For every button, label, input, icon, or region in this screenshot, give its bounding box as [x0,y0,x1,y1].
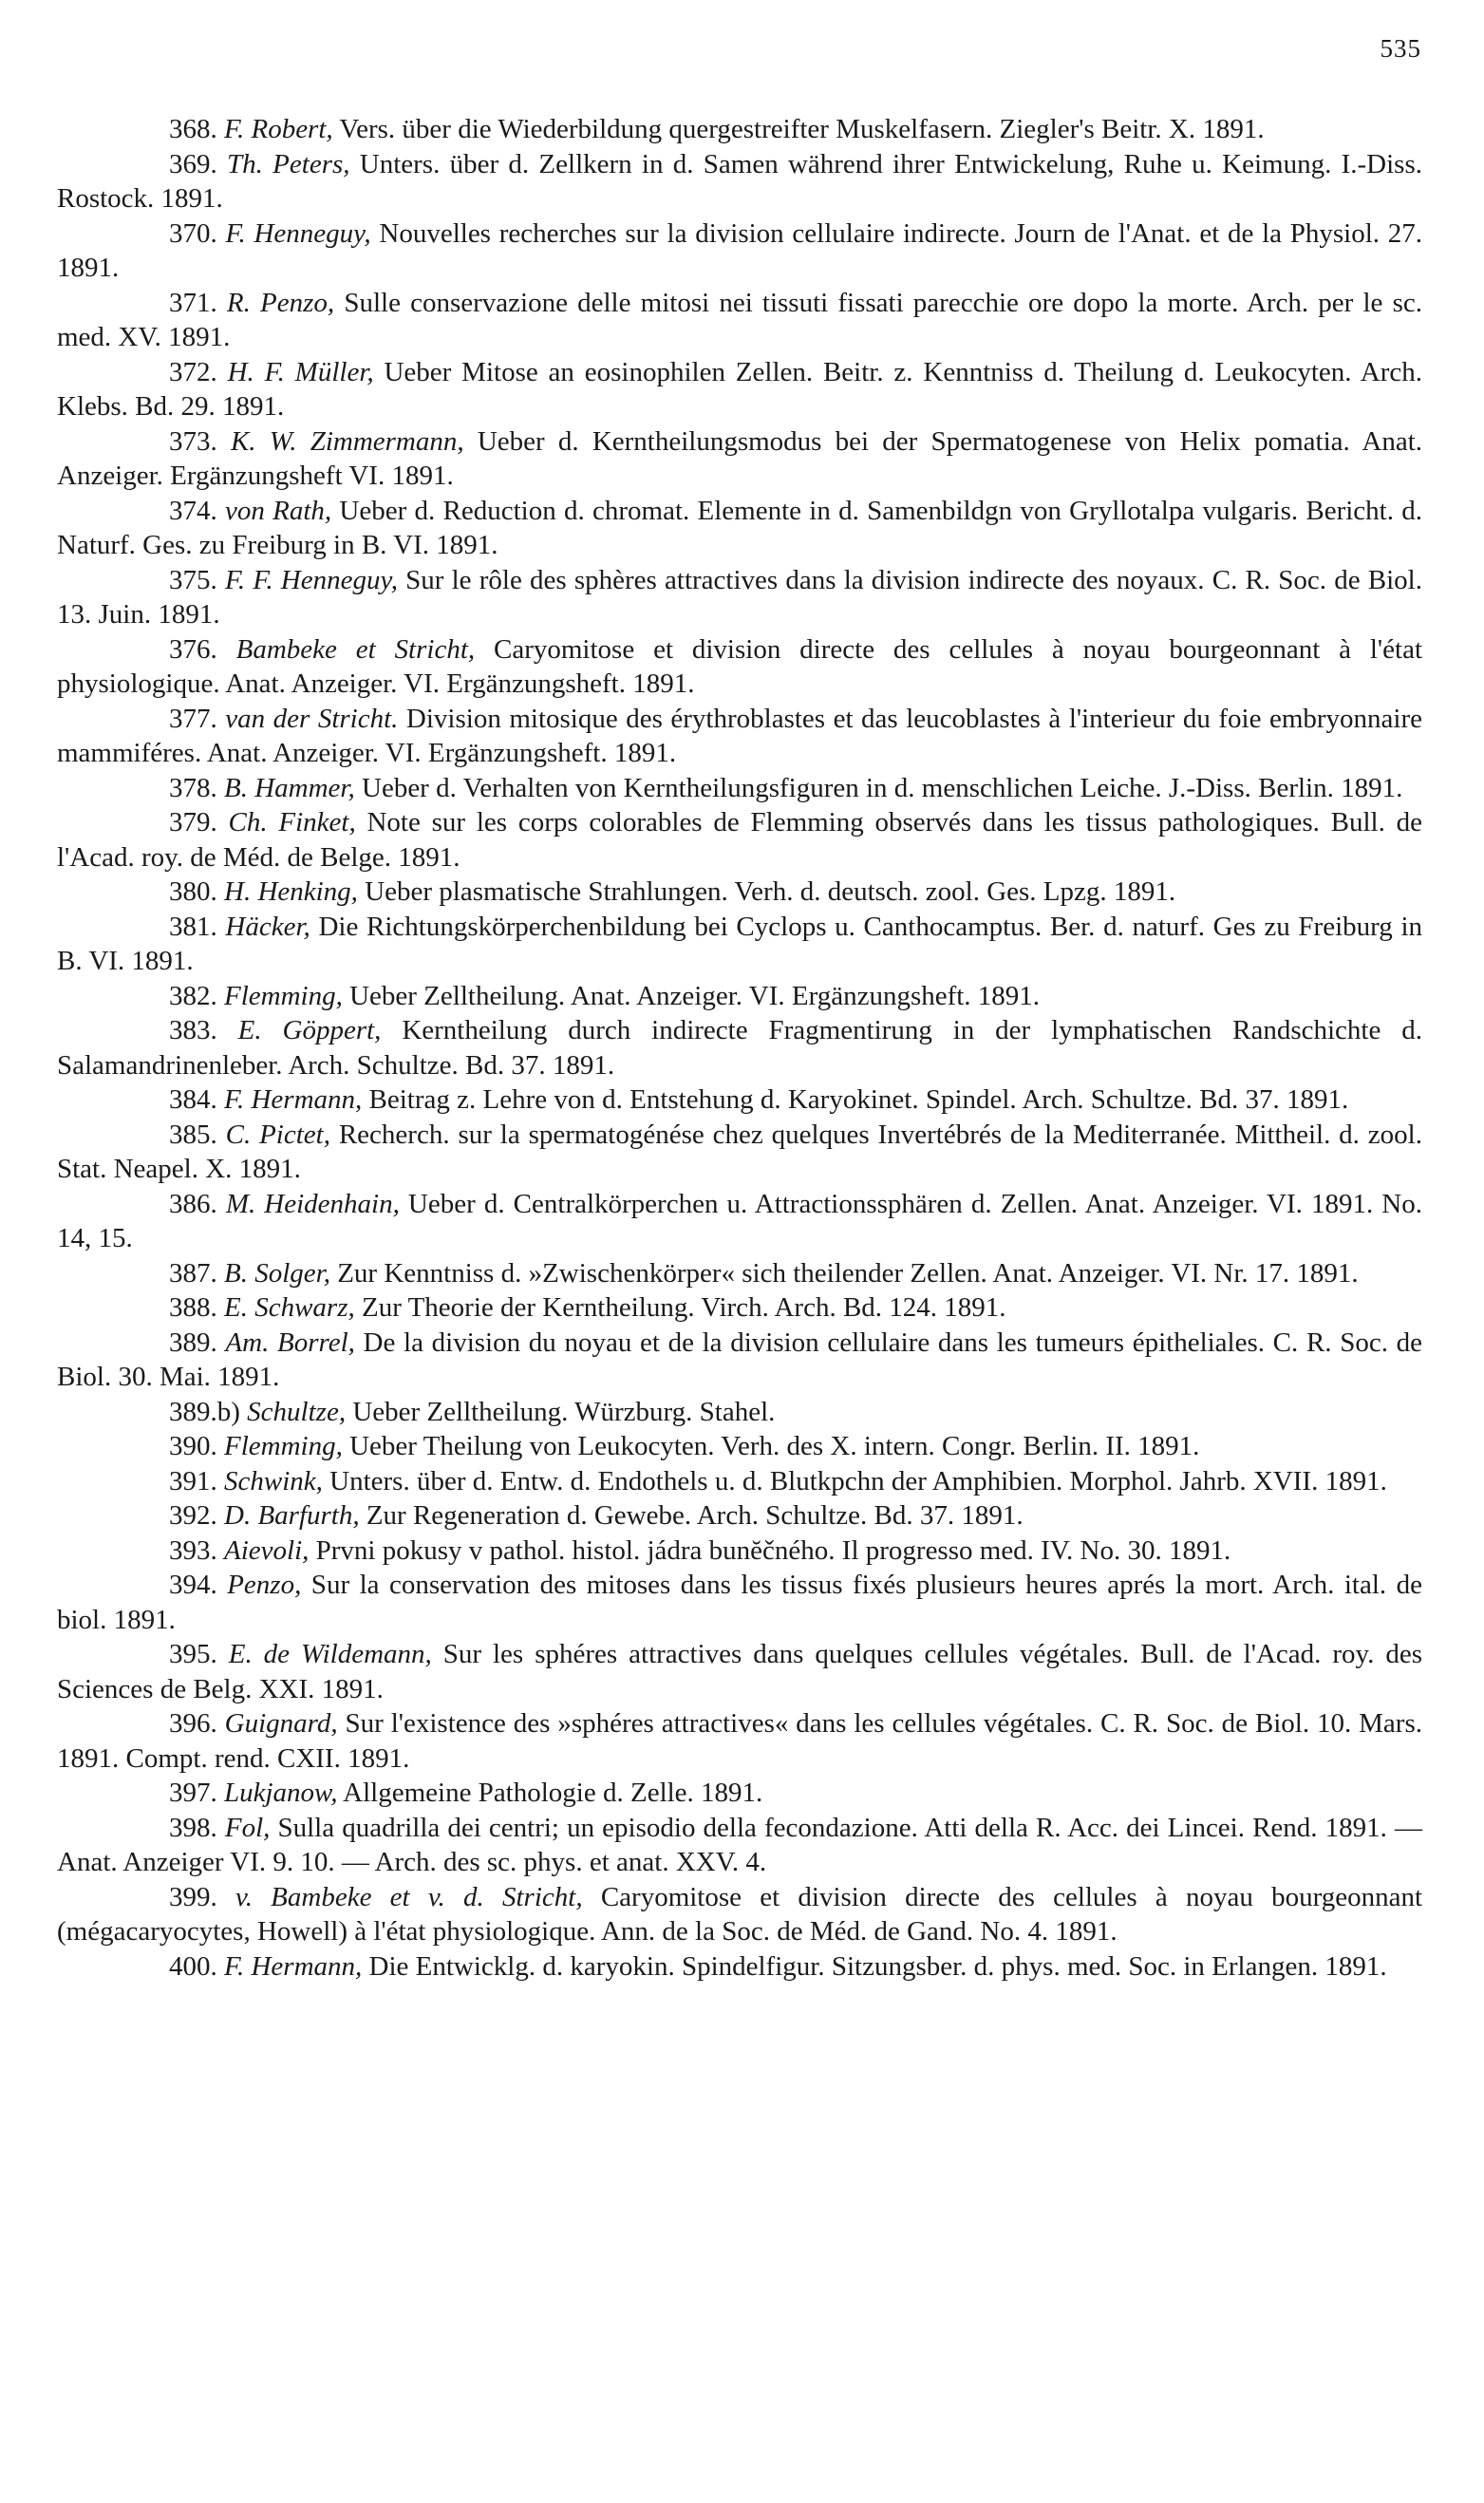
bibliography-entry [57,1187,1422,1256]
entry-number: 390. [169,1431,217,1461]
bibliography-entry [57,1811,1422,1880]
entry-author: B. Solger, [224,1257,330,1289]
entry-number: 392. [169,1500,217,1531]
entry-text: Unters. über d. Zellkern in d. Samen während ihrer Entwickelung, Ruhe u. Keimung. I.-Diss. Rostock. 1891. [57,148,1423,214]
entry-author: Flemming, [224,980,343,1011]
entry-text: Sur la conservation des mitoses dans les tissus fixés plusieurs heures aprés la mort. Arch. ital. de biol. 1891. [57,1570,1422,1635]
entry-author: E. Göppert, [237,1015,382,1045]
entry-text: Sulla quadrilla dei centri; un episodio della fecondazione. Atti della R. Acc. dei Lincei. Rend. 1891. — Anat. Anzeiger VI. 9. 10. — Arch. des sc. phys. et anat. XXV. 4. [57,1812,1423,1877]
bibliography-entry [57,494,1422,563]
bibliography-entry [57,424,1422,494]
entry-author: H. Henking, [224,876,358,907]
bibliography-entry [57,286,1422,355]
entry-author: Schwink, [224,1465,323,1496]
entry-number: 377. [169,703,217,734]
entry-author: Ch. Finket, [228,807,356,837]
entry-number: 382. [169,980,217,1011]
entry-text: Note sur les corps colorables de Flemming observés dans les tissus pathologiques. Bull. de l'Acad. roy. de Méd. de Belge. 1891. [57,807,1422,873]
entry-text: Caryomitose et division directe des cellules à noyau bourgeonnant (mégacaryocytes, Howell) à l'état physiologique. Ann. de la Soc. de Méd. de Gand. No. 4. 1891. [57,1881,1423,1947]
bibliography-entry [57,112,1422,147]
entry-text: Ueber Zelltheilung. Würzburg. Stahel. [346,1396,776,1427]
entry-text: Ueber d. Verhalten von Kerntheilungsfiguren in d. menschlichen Leiche. J.-Diss. Berlin. 1891. [354,772,1403,803]
entry-author: van der Stricht. [225,703,399,734]
bibliography-entry [57,147,1422,216]
bibliography-entry [57,1082,1422,1118]
entry-number: 376. [169,633,217,665]
entry-author: Guignard, [224,1708,338,1739]
entry-author: v. Bambeke et v. d. Stricht, [235,1881,583,1912]
entry-text: Nouvelles recherches sur la division cellulaire indirecte. Journ de l'Anat. et de la Physiol. 27. 1891. [57,217,1423,283]
entry-text: Sur les sphéres attractives dans quelques cellules végétales. Bull. de l'Acad. roy. des Sciences de Belg. XXI. 1891. [57,1639,1423,1704]
entry-number: 389. [169,1327,217,1358]
bibliography-entry [57,632,1422,702]
bibliography-entry [57,1013,1422,1082]
entry-text: Sur le rôle des sphères attractives dans la division indirecte des noyaux. C. R. Soc. de Biol. 13. Juin. 1891. [57,564,1422,630]
entry-number: 379. [169,807,217,837]
bibliography-entry [57,875,1422,910]
entry-number: 374. [169,495,217,526]
bibliography-entry [57,1256,1422,1291]
bibliography-entry [57,1880,1422,1949]
entry-number: 400. [169,1950,217,1982]
bibliography-entry [57,910,1422,979]
entry-author: Th. Peters, [227,148,350,179]
entry-text: Die Richtungskörperchenbildung bei Cyclops u. Canthocamptus. Ber. d. naturf. Ges zu Freiburg in B. VI. 1891. [57,911,1423,976]
entry-number: 383. [169,1015,217,1045]
entry-number: 381. [169,911,217,942]
entry-number: 386. [169,1188,217,1219]
entry-number: 369. [169,148,217,179]
entry-author: F. Henneguy, [225,217,371,249]
entry-author: Aievoli, [224,1534,310,1566]
bibliography-entry [57,1429,1422,1464]
entry-text: Sulle conservazione delle mitosi nei tissuti fissati parecchie ore dopo la morte. Arch. per le sc. med. XV. 1891. [57,287,1422,352]
entry-number: 398. [169,1812,217,1843]
entry-number: 391. [169,1465,217,1496]
entry-author: von Rath, [225,495,332,526]
bibliography-entry [57,1534,1422,1569]
entry-author: F. F. Henneguy, [224,564,398,595]
entry-number: 375. [169,564,217,595]
entry-number: 385. [169,1119,217,1150]
entry-text: Ueber Mitose an eosinophilen Zellen. Beitr. z. Kenntniss d. Theilung d. Leukocyten. Arch. Klebs. Bd. 29. 1891. [57,356,1422,422]
entry-author: Am. Borrel, [225,1327,355,1358]
bibliography-entry [57,1118,1422,1187]
entry-number: 395. [169,1639,217,1669]
entry-number: 387. [169,1257,217,1289]
entry-text: Ueber Zelltheilung. Anat. Anzeiger. VI. Ergänzungsheft. 1891. [342,980,1041,1011]
bibliography-entry [57,1395,1422,1430]
entry-author: F. Hermann, [224,1084,363,1115]
entry-number: 397. [169,1778,217,1808]
entry-number: 370. [169,217,217,249]
entry-number: 380. [169,876,217,907]
entry-text: Vers. über die Wiederbildung quergestreifter Muskelfasern. Ziegler's Beitr. X. 1891. [332,114,1265,144]
entry-author: B. Hammer, [224,772,355,803]
entry-author: F. Hermann, [224,1950,363,1982]
entry-author: H. F. Müller, [227,356,374,387]
entry-text: Unters. über d. Entw. d. Endothels u. d. Blutkpchn der Amphibien. Morphol. Jahrb. XVII. 1891. [322,1465,1387,1496]
bibliography-entry [57,216,1422,286]
entry-text: Beitrag z. Lehre von d. Entstehung d. Karyokinet. Spindel. Arch. Schultze. Bd. 37. 1891. [362,1084,1349,1115]
entry-number: 393. [169,1534,217,1566]
entry-text: Zur Regeneration d. Gewebe. Arch. Schultze. Bd. 37. 1891. [359,1500,1024,1531]
entry-number: 378. [169,772,217,803]
entry-text: Ueber d. Centralkörperchen u. Attractionssphären d. Zellen. Anat. Anzeiger. VI. 1891. No. 14, 15. [57,1188,1422,1253]
entry-text: Prvni pokusy v pathol. histol. jádra bunĕčného. Il progresso med. IV. No. 30. 1891. [309,1534,1231,1566]
entry-text: Ueber d. Reduction d. chromat. Elemente in d. Samenbildgn von Gryllotalpa vulgaris. Bericht. d. Naturf. Ges. zu Freiburg in B. VI. 1891. [57,495,1422,560]
entry-author: Häcker, [225,911,310,942]
bibliography-entry [57,1949,1422,1985]
entry-text: Die Entwicklg. d. karyokin. Spindelfigur. Sitzungsber. d. phys. med. Soc. in Erlangen. 1891. [362,1950,1387,1982]
entry-number: 371. [169,287,217,318]
entry-author: F. Robert, [224,114,333,144]
bibliography-entry [57,1464,1422,1499]
entry-number: 396. [169,1708,217,1739]
bibliography-entry [57,1706,1422,1776]
entry-number: 389.b) [169,1396,240,1427]
entry-text: Zur Theorie der Kerntheilung. Virch. Arch. Bd. 124. 1891. [354,1292,1006,1323]
entry-author: E. de Wildemann, [228,1639,432,1669]
bibliography-entry [57,805,1422,875]
entry-number: 388. [169,1292,217,1323]
entry-number: 384. [169,1084,217,1115]
entry-author: M. Heidenhain, [225,1188,400,1219]
entry-text: Ueber plasmatische Strahlungen. Verh. d. deutsch. zool. Ges. Lpzg. 1891. [357,876,1176,907]
bibliography-entry [57,979,1422,1014]
bibliography-entry [57,1326,1422,1395]
bibliography-entry [57,1776,1422,1811]
entry-author: R. Penzo, [226,287,335,318]
bibliography-list [57,112,1422,1984]
entry-author: E. Schwarz, [224,1292,355,1323]
bibliography-entry [57,1637,1422,1706]
entry-text: Allgemeine Pathologie d. Zelle. 1891. [337,1778,763,1808]
entry-number: 399. [169,1881,217,1912]
entry-number: 368. [169,114,217,144]
entry-text: De la division du noyau et de la division cellulaire dans les tumeurs épitheliales. C. R. Soc. de Biol. 30. Mai. 1891. [57,1327,1423,1392]
entry-text: Ueber d. Kerntheilungsmodus bei der Spermatogenese von Helix pomatia. Anat. Anzeiger. Ergänzungsheft VI. 1891. [57,425,1422,491]
entry-text: Kerntheilung durch indirecte Fragmentirung in der lymphatischen Randschichte d. Salamandrinenleber. Arch. Schultze. Bd. 37. 1891. [57,1015,1423,1081]
entry-text: Ueber Theilung von Leukocyten. Verh. des X. intern. Congr. Berlin. II. 1891. [342,1431,1200,1461]
entry-author: D. Barfurth, [224,1500,360,1531]
entry-author: Lukjanow, [224,1778,338,1808]
entry-author: Fol, [224,1812,271,1843]
entry-author: Penzo, [227,1570,302,1600]
bibliography-entry [57,771,1422,806]
entry-author: Schultze, [247,1396,347,1427]
bibliography-entry [57,1498,1422,1534]
entry-text: Caryomitose et division directe des cellules à noyau bourgeonnant à l'état physiologique. Anat. Anzeiger. VI. Ergänzungsheft. 1891. [57,633,1423,699]
entry-text: Division mitosique des érythroblastes et das leucoblastes à l'interieur du foie embryonnaire mammiféres. Anat. Anzeiger. VI. Ergänzungsheft. 1891. [57,703,1422,768]
bibliography-entry [57,355,1422,424]
entry-number: 394. [169,1570,217,1600]
bibliography-entry [57,563,1422,632]
bibliography-entry [57,1568,1422,1637]
entry-author: Flemming, [224,1431,343,1461]
bibliography-entry [57,1290,1422,1326]
entry-number: 372. [169,356,217,387]
entry-number: 373. [169,425,217,457]
bibliography-entry [57,702,1422,771]
entry-text: Sur l'existence des »sphéres attractives« dans les cellules végétales. C. R. Soc. de Biol. 10. Mars. 1891. Compt. rend. CXII. 1891. [57,1708,1423,1774]
page-number: 535 [1380,34,1421,63]
entry-author: C. Pictet, [225,1119,330,1150]
entry-author: Bambeke et Stricht, [235,633,476,665]
entry-author: K. W. Zimmermann, [230,425,464,457]
entry-text: Recherch. sur la spermatogénése chez quelques Invertébrés de la Mediterranée. Mittheil. d. zool. Stat. Neapel. X. 1891. [57,1119,1422,1184]
entry-text: Zur Kenntniss d. »Zwischenkörper« sich theilender Zellen. Anat. Anzeiger. VI. Nr. 17. 1891. [329,1257,1359,1289]
